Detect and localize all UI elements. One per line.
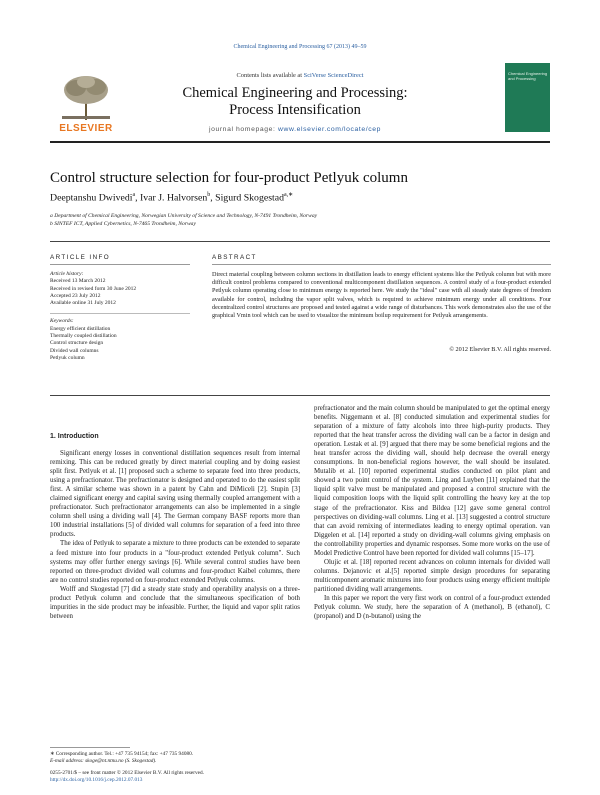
journal-homepage (125, 126, 465, 133)
abstract-heading: ABSTRACT (212, 254, 257, 261)
footnote-email[interactable]: E-mail address: skoge@nt.ntnu.no (S. Skogestad). (50, 758, 157, 764)
divider (50, 313, 190, 314)
keyword: Energy efficient distillation (50, 325, 111, 332)
author-mark: b (207, 192, 211, 198)
paragraph: Significant energy losses in conventional distillation sequences result from internal remixing. This can be reduced greatly by direct material coupling and by doing easiest split first. Petlyuk et al. [1] proposed such a scheme to separate feed into three products, using a prefractionator. The prefractionator is designed and operated to do the easiest split first. A similar scheme was shown in a patent by Cahn and DiMiceli [2]. Stupin [3] claimed significant energy and capital saving using thermally coupled arrangement with a prefractionator. Such prefractionator arrangements can also be implemented in a single column shell using a dividing wall [4]. The German company BASF reports more than 100 industrial installations [5] of divided wall columns for separation of a feed into three products. (50, 450, 300, 539)
history-label: Article history: (50, 271, 84, 277)
author-mark: a,∗ (283, 192, 294, 198)
footnote (50, 751, 300, 765)
publisher-name: ELSEVIER (59, 123, 113, 134)
author-name[interactable]: Ivar J. Halvorsen (140, 192, 208, 204)
homepage-prefix: journal homepage: (208, 126, 278, 133)
author-name[interactable]: Sigurd Skogestad (215, 192, 284, 204)
journal-cover-image (505, 63, 550, 132)
paragraph: prefractionator and the main column should be manipulated to get the optimal energy benefits. Niggemann et al. [8] conducted simulation and experimental studies for separation of a mixture of fatty alcohols into three high-purity products. They reported that the heat transfer across the dividing wall can be a factor in design and operation. Lestak et al. [9] argued that there may be some beneficial regions and the heat transfer across the dividing wall, should help decrease the overall energy consumptions. In non-beneficial regions however, the wall should be insulated. Mutalib et al. [10] reported experimental studies conducted on pilot plant and showed a two point control of the system. Ling and Luyben [11] explained that the liquid split valve must be manipulated and proposed a control structure with the liquid composition loops with the liquid split controlling the heavy key at the top stage of the prefractionator. Kiss and Bildea [12] gave some general control perspectives on dividing-wall columns. Ling et al. [13] suggested a control structure that can avoid remixing of intermediates leading to energy optimal operation. van Diggelen et al. [14] reported a study on dividing-wall columns giving emphasis on the controllability properties and dynamic responses. Some more works on the use of Model Predictive Control have been reported for divided wall columns [15–17]. (314, 405, 550, 557)
keyword: Control structure design (50, 340, 104, 347)
keyword: Divided wall columns (50, 347, 99, 354)
paragraph: The idea of Petlyuk to separate a mixture to three products can be extended to separate a feed mixture into four products in a "four-product extended Petlyuk column". Such systems may offer further energy savings [6]. While several control studies have been reported on three-product divided wall columns and four-product Kaibel columns, there are no control studies reported on four-product extended Petlyuk columns. (50, 540, 300, 584)
divider (50, 264, 190, 265)
paragraph: Wolff and Skogestad [7] did a steady state study and operability analysis on a three-product Petlyuk column and conclude that the simultaneous specification of both impurities in the side product may be infeasible. Further, the liquid and vapor split ratios between (50, 585, 300, 620)
author-name[interactable]: Deeptanshu Dwivedi (50, 192, 133, 204)
journal-title-line-1: Chemical Engineering and Processing: (182, 85, 408, 101)
issn-footer (50, 770, 300, 784)
keywords-label: Keywords: (50, 318, 74, 325)
contents-prefix: Contents lists available at (236, 72, 304, 79)
divider (212, 264, 551, 265)
abstract-text: Direct material coupling between column sections in distillation leads to energy efficient systems like the Petlyuk column but with more difficult control problems compared to conventional multicomponent distillation sequences. A control study of a four-product extended Petlyuk column operating close to minimum energy is reported here. We study the "ideal" case with all steady state degrees of freedom available for control, including the vapor split valves, which is required to achieve minimum energy under all conditions. Four decentralized control structures are proposed and tested against a wide range of disturbances. This work demonstrates also the use of the graphical Vmin tool which can be used to visualize the minimum boilup requirement for Petlyuk arrangements. (212, 271, 551, 320)
keyword: Petlyuk column (50, 354, 85, 361)
affiliation: a Department of Chemical Engineering, Norwegian University of Science and Technology, N-7491 Trondheim, Norway (50, 213, 318, 219)
section-heading: 1. Introduction (50, 433, 99, 440)
article-info (50, 271, 190, 362)
doi-link[interactable]: http://dx.doi.org/10.1016/j.cep.2012.07.013 (50, 777, 143, 783)
history-item: Received in revised form 30 June 2012 (50, 285, 137, 292)
journal-title (125, 85, 465, 119)
divider (50, 395, 550, 396)
author-mark: a (132, 192, 136, 198)
divider (50, 241, 550, 242)
keyword: Thermally coupled distillation (50, 333, 117, 340)
author-list: Deeptanshu Dwivedi$^a$, Ivar J. Halvorsen$^b$, Sigurd Skogestad$^{a,∗}$ (50, 192, 294, 204)
article-info-heading: ARTICLE INFO (50, 254, 111, 261)
sciencedirect-link[interactable]: SciVerse ScienceDirect (303, 72, 364, 79)
paragraph: In this paper we report the very first work on control of a four-product extended Petlyuk column. We study, here the separation of A (methanol), B (ethanol), C (propanol) and D (n-butanol) using the (314, 594, 550, 621)
history-item: Accepted 23 July 2012 (50, 292, 101, 299)
cover-title: Chemical Engineering and Processing (508, 71, 548, 81)
footnote-line: ∗ Corresponding author. Tel.: +47 735 94154; fax: +47 735 94080. (50, 751, 194, 757)
paragraph: Olujic et al. [18] reported recent advances on column internals for divided wall columns. Dejanovic et al.[5] reported simple design procedures for separating multicomponent aromatic mixtures into four products using energy efficient multiple partitioned dividing wall arrangements. (314, 558, 550, 593)
history-item: Received 13 March 2012 (50, 278, 106, 285)
affiliation: b SINTEF ICT, Applied Cybernetics, N-7465 Trondheim, Norway (50, 221, 196, 227)
footnote-rule (50, 747, 130, 748)
homepage-link[interactable]: www.elsevier.com/locate/cep (277, 126, 382, 133)
header-rule (50, 141, 550, 143)
right-column (314, 404, 550, 621)
paper-title: Control structure selection for four-product Petlyuk column (50, 170, 408, 186)
copyright: © 2012 Elsevier B.V. All rights reserved. (449, 346, 551, 353)
contents-line (140, 72, 460, 79)
journal-title-line-2: Process Intensification (229, 102, 361, 118)
journal-reference: Chemical Engineering and Processing 67 (2013) 49–59 (233, 44, 367, 50)
history-item: Available online 31 July 2012 (50, 300, 116, 307)
left-column (50, 449, 300, 621)
issn-line: 0255-2701/$ – see front matter © 2012 Elsevier B.V. All rights reserved. (50, 770, 204, 776)
